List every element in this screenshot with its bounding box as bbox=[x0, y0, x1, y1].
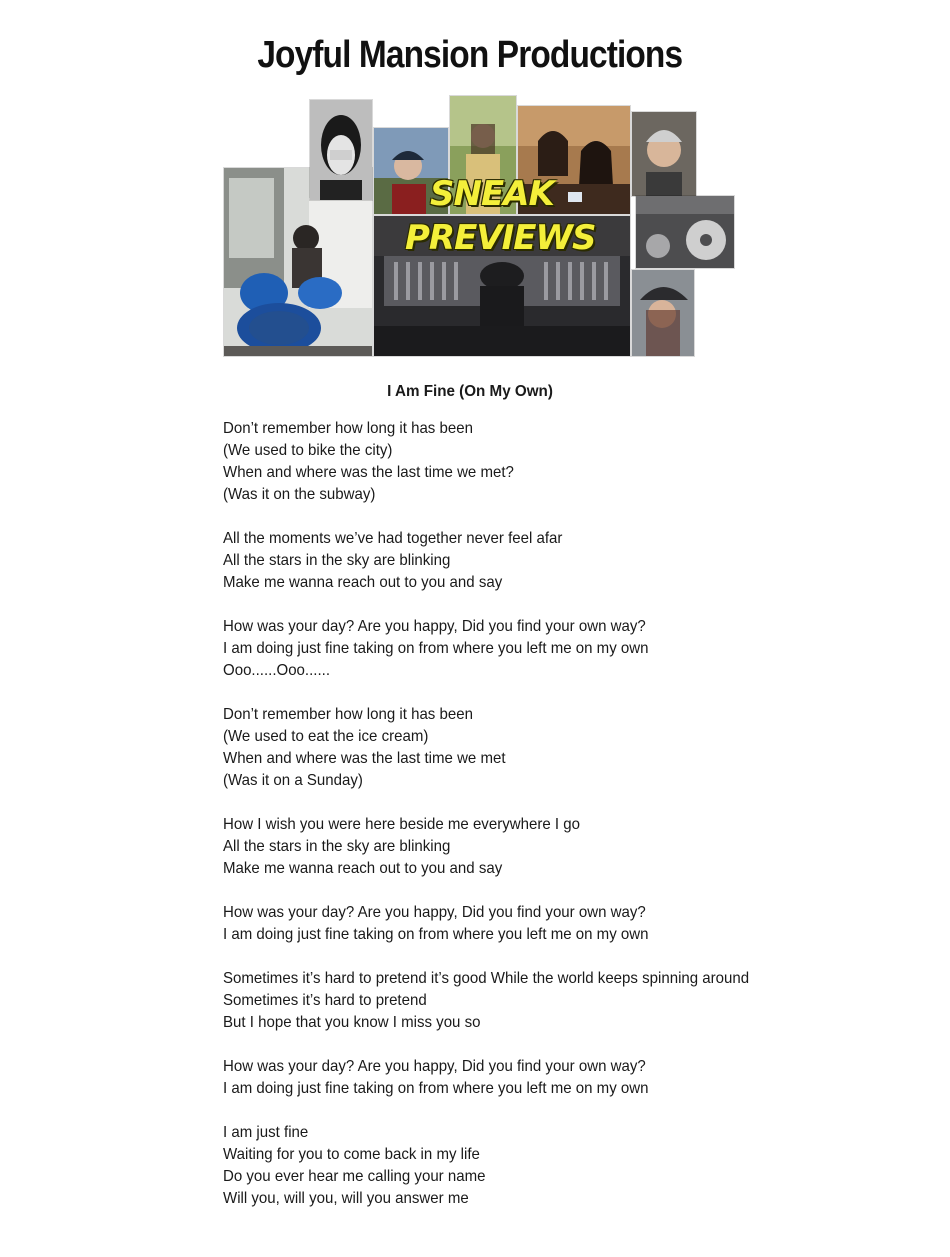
lyric-line: (We used to bike the city) bbox=[223, 442, 393, 459]
lyric-line: When and where was the last time we met? bbox=[223, 464, 514, 481]
cap-girl-photo bbox=[632, 270, 694, 356]
lyric-line: Sometimes it’s hard to pretend it’s good While the world keeps spinning around bbox=[223, 970, 750, 987]
lyric-line: Make me wanna reach out to you and say bbox=[223, 574, 503, 591]
lyric-line: But I hope that you know I miss you so bbox=[223, 1014, 481, 1031]
man-portrait-photo bbox=[632, 112, 696, 196]
lyric-stanza bbox=[223, 814, 825, 880]
lyric-line: All the stars in the sky are blinking bbox=[223, 552, 451, 569]
lyric-line: Sometimes it’s hard to pretend bbox=[223, 992, 427, 1009]
lyric-line: I am doing just fine taking on from where you left me on my own bbox=[223, 926, 649, 943]
lyric-stanza bbox=[223, 418, 825, 506]
previews-text: PREVIEWS bbox=[405, 218, 596, 258]
lyric-line: All the stars in the sky are blinking bbox=[223, 838, 451, 855]
lyric-line: Don’t remember how long it has been bbox=[223, 706, 473, 723]
lyric-line: (Was it on the subway) bbox=[223, 486, 376, 503]
song-title: I Am Fine (On My Own) bbox=[387, 383, 553, 400]
lyric-line: When and where was the last time we met bbox=[223, 750, 506, 767]
lyric-line: I am doing just fine taking on from where you left me on my own bbox=[223, 640, 649, 657]
lyric-line: Don’t remember how long it has been bbox=[223, 420, 473, 437]
photo-collage bbox=[0, 0, 950, 370]
lyric-line: I am just fine bbox=[223, 1124, 309, 1141]
lyric-stanza bbox=[223, 902, 825, 946]
lyric-stanza bbox=[223, 1056, 825, 1100]
lyric-line: How was your day? Are you happy, Did you find your own way? bbox=[223, 904, 646, 921]
lyric-line: Waiting for you to come back in my life bbox=[223, 1146, 480, 1163]
lyric-stanza bbox=[223, 968, 825, 1034]
lyric-line: (We used to eat the ice cream) bbox=[223, 728, 429, 745]
lyric-line: All the moments we’ve had together never feel afar bbox=[223, 530, 563, 547]
lyric-line: How was your day? Are you happy, Did you find your own way? bbox=[223, 1058, 646, 1075]
lyric-line: How was your day? Are you happy, Did you find your own way? bbox=[223, 618, 646, 635]
lyric-line: Make me wanna reach out to you and say bbox=[223, 860, 503, 877]
lyric-stanza bbox=[223, 528, 825, 594]
lyric-line: I am doing just fine taking on from where you left me on my own bbox=[223, 1080, 649, 1097]
lyric-line: (Was it on a Sunday) bbox=[223, 772, 363, 789]
lyric-line: How I wish you were here beside me everywhere I go bbox=[223, 816, 580, 833]
lyric-line: Do you ever hear me calling your name bbox=[223, 1168, 486, 1185]
face-portrait-photo bbox=[310, 100, 372, 200]
lyric-stanza bbox=[223, 1122, 825, 1210]
sneak-text: SNEAK bbox=[430, 174, 554, 214]
lyric-line: Will you, will you, will you answer me bbox=[223, 1190, 469, 1207]
lyric-line: Ooo......Ooo...... bbox=[223, 662, 330, 679]
brand-title: Joyful Mansion Productions bbox=[257, 34, 683, 76]
tape-reels-photo bbox=[636, 196, 734, 268]
lyric-stanza bbox=[223, 704, 825, 792]
lyrics-body bbox=[223, 418, 825, 1232]
lyric-stanza bbox=[223, 616, 825, 682]
